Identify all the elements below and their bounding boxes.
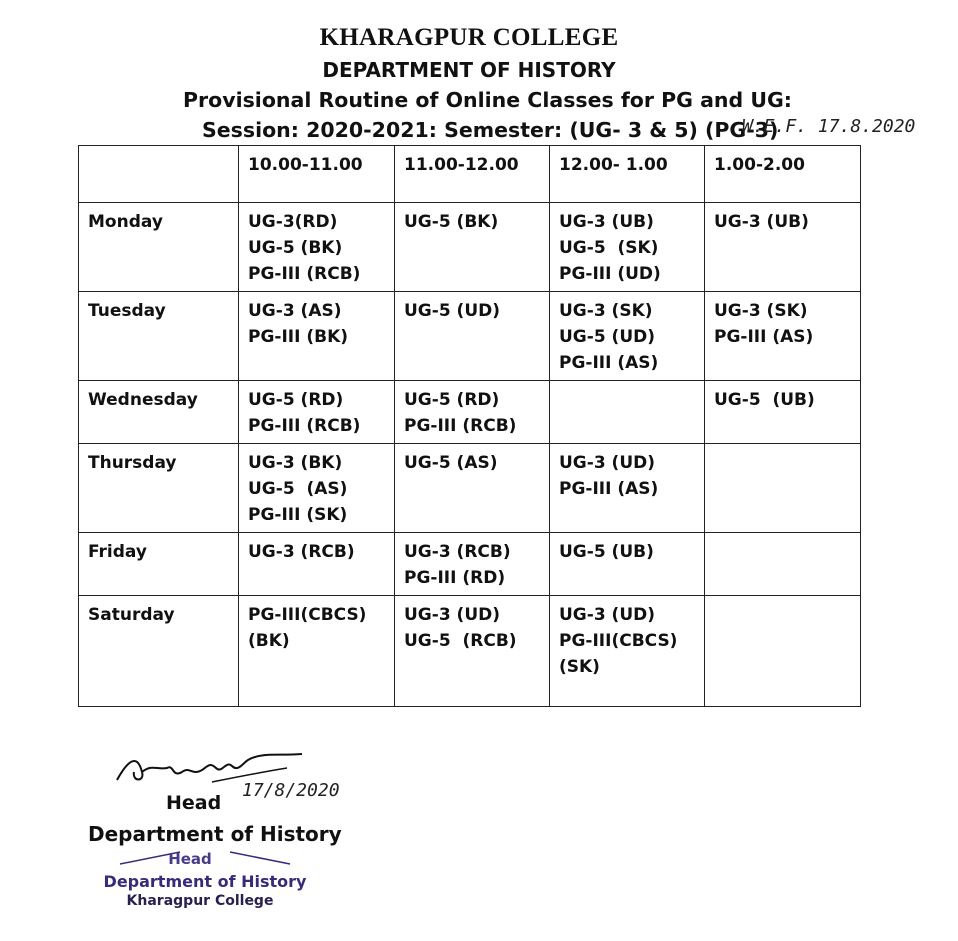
table-row	[79, 444, 861, 533]
class-entry: UG-5 (UD)	[559, 327, 656, 347]
class-entry: UG-5 (UD)	[404, 301, 501, 321]
slot-cell	[395, 203, 550, 292]
slot-cell	[239, 203, 395, 292]
routine-table	[78, 145, 861, 707]
class-entry: PG-III(CBCS)	[559, 631, 678, 651]
class-entry: UG-3 (AS)	[248, 301, 342, 321]
class-entry: UG-3 (UB)	[559, 212, 654, 232]
column-header-slot-2: 11.00-12.00	[395, 146, 550, 203]
class-entry: PG-III (AS)	[714, 327, 814, 347]
class-entry: UG-3(RD)	[248, 212, 338, 232]
day-cell: Saturday	[79, 596, 239, 707]
table-row	[79, 596, 861, 707]
column-header-slot-3: 12.00- 1.00	[550, 146, 705, 203]
stamp-head-text: Head	[168, 850, 212, 868]
slot-cell	[705, 444, 861, 533]
slot-cell	[395, 533, 550, 596]
class-entry: UG-3 (UD)	[559, 605, 656, 625]
college-name: KHARAGPUR COLLEGE	[319, 24, 619, 51]
class-entry: UG-5 (BK)	[248, 238, 343, 258]
class-entry: PG-III (AS)	[559, 479, 659, 499]
department-title: DEPARTMENT OF HISTORY	[322, 58, 616, 82]
class-entry: UG-3 (RCB)	[248, 542, 355, 562]
slot-cell	[705, 596, 861, 707]
class-entry: UG-5 (RD)	[248, 390, 344, 410]
class-entry: UG-5 (AS)	[248, 479, 348, 499]
day-cell: Monday	[79, 203, 239, 292]
slot-cell	[239, 596, 395, 707]
slot-cell	[239, 444, 395, 533]
class-entry: PG-III (RD)	[404, 568, 506, 588]
head-signature-date: 17/8/2020	[242, 780, 340, 801]
class-entry: UG-3 (BK)	[248, 453, 343, 473]
slot-cell	[550, 203, 705, 292]
wef-handwritten-date: W.E.F. 17.8.2020	[742, 116, 916, 137]
class-entry: UG-3 (RCB)	[404, 542, 511, 562]
session-line: Session: 2020-2021: Semester: (UG- 3 & 5) (PG-3)	[202, 118, 779, 142]
class-entry: PG-III (UD)	[559, 264, 661, 284]
day-cell: Tuesday	[79, 292, 239, 381]
day-cell: Wednesday	[79, 381, 239, 444]
class-entry: PG-III (SK)	[248, 505, 348, 525]
department-stamp	[100, 848, 320, 918]
day-cell: Friday	[79, 533, 239, 596]
table-row	[79, 292, 861, 381]
class-entry: PG-III (BK)	[248, 327, 349, 347]
slot-cell	[550, 596, 705, 707]
column-header-slot-1: 10.00-11.00	[239, 146, 395, 203]
class-entry: PG-III(CBCS)	[248, 605, 367, 625]
day-cell: Thursday	[79, 444, 239, 533]
class-entry: (BK)	[248, 631, 290, 651]
slot-cell	[705, 533, 861, 596]
slot-cell	[239, 533, 395, 596]
class-entry: UG-3 (UD)	[404, 605, 501, 625]
class-entry: (SK)	[559, 657, 600, 677]
slot-cell	[239, 292, 395, 381]
class-entry: UG-5 (SK)	[559, 238, 659, 258]
head-label: Head	[166, 792, 222, 814]
class-entry: UG-3 (SK)	[559, 301, 653, 321]
class-entry: UG-5 (UB)	[559, 542, 654, 562]
signatory-department: Department of History	[88, 822, 342, 846]
slot-cell	[395, 596, 550, 707]
table-row	[79, 203, 861, 292]
slot-cell	[395, 444, 550, 533]
slot-cell	[239, 381, 395, 444]
class-entry: UG-5 (UB)	[714, 390, 815, 410]
class-entry: PG-III (RCB)	[248, 416, 361, 436]
class-entry: UG-3 (UB)	[714, 212, 809, 232]
slot-cell	[705, 203, 861, 292]
stamp-department-text: Department of History	[103, 872, 307, 891]
column-header-slot-4: 1.00-2.00	[705, 146, 861, 203]
class-entry: UG-3 (SK)	[714, 301, 808, 321]
slot-cell	[550, 444, 705, 533]
class-entry: UG-3 (UD)	[559, 453, 656, 473]
table-row	[79, 381, 861, 444]
slot-cell	[550, 292, 705, 381]
slot-cell	[705, 292, 861, 381]
class-entry: PG-III (AS)	[559, 353, 659, 373]
slot-cell	[395, 381, 550, 444]
slot-cell	[395, 292, 550, 381]
class-entry: UG-5 (AS)	[404, 453, 498, 473]
slot-cell	[705, 381, 861, 444]
table-row	[79, 533, 861, 596]
routine-title: Provisional Routine of Online Classes for PG and UG:	[183, 88, 792, 112]
class-entry: PG-III (RCB)	[248, 264, 361, 284]
table-header-row	[79, 146, 861, 203]
slot-cell	[550, 533, 705, 596]
class-entry: PG-III (RCB)	[404, 416, 517, 436]
class-entry: UG-5 (RCB)	[404, 631, 517, 651]
class-entry: UG-5 (RD)	[404, 390, 500, 410]
slot-cell	[550, 381, 705, 444]
routine-body	[79, 203, 861, 707]
stamp-college-text: Kharagpur College	[126, 893, 274, 909]
column-header-day	[79, 146, 239, 203]
class-entry: UG-5 (BK)	[404, 212, 499, 232]
